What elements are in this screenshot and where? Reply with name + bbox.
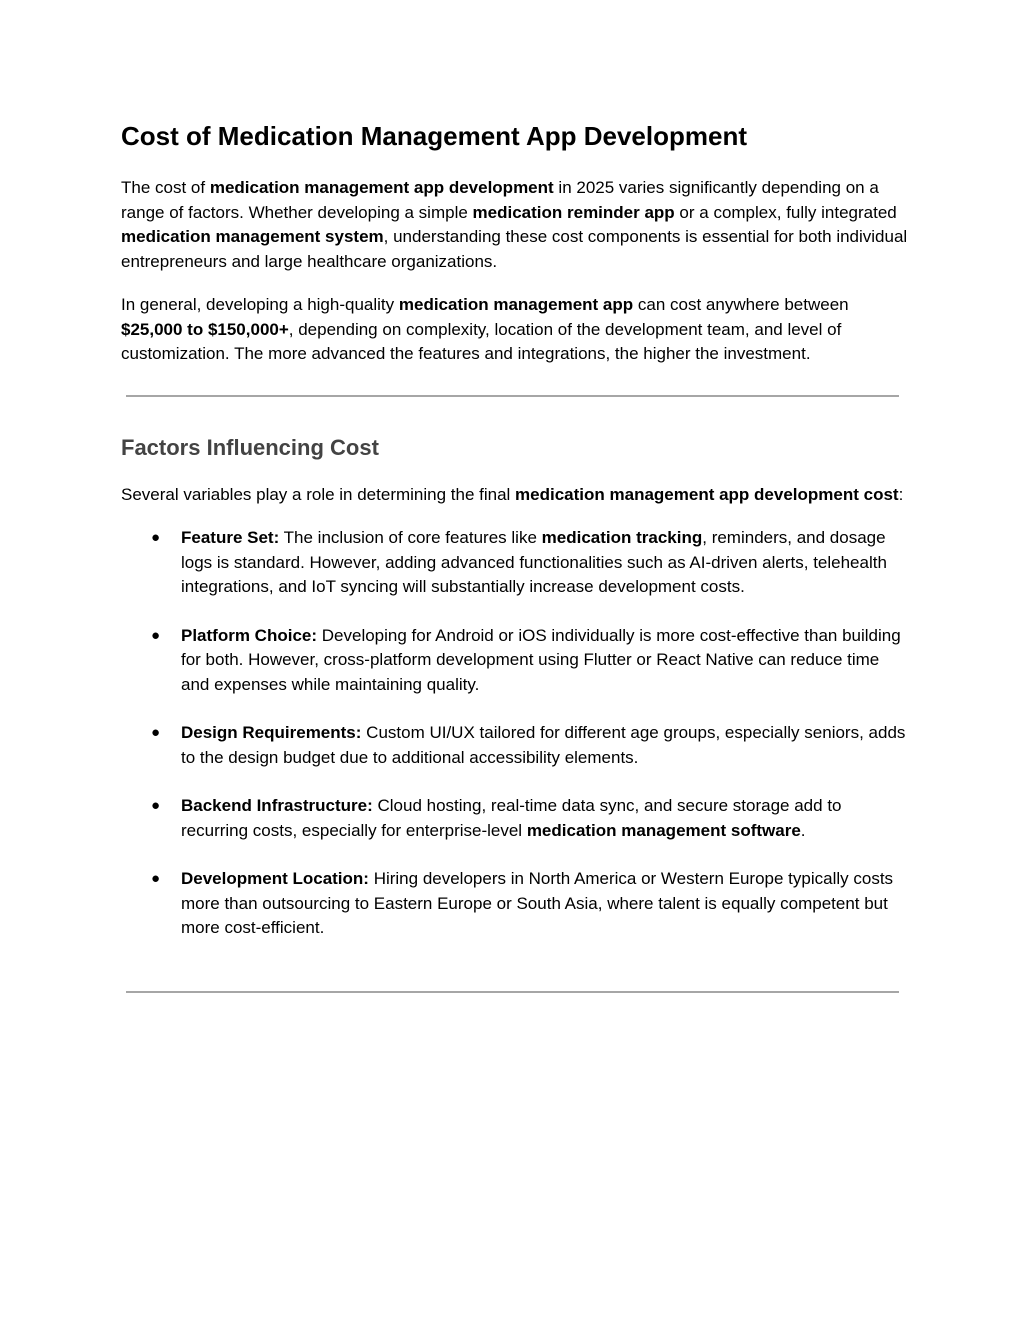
list-item-design-requirements <box>121 721 911 770</box>
text-run: Hiring developers in North America or Western Europe typically costs more than outsourcing to Eastern Europe or South Asia, where talent is equally competent but more cost-efficient. <box>181 869 894 937</box>
bold-run: medication management system <box>121 227 384 246</box>
section-heading: Factors Influencing Cost <box>121 434 379 460</box>
document-page <box>121 118 911 993</box>
text-run: . <box>800 820 806 840</box>
cost-range-paragraph <box>121 293 911 367</box>
bold-run: medication management app development <box>209 178 554 197</box>
list-item-label: Feature Set: <box>181 528 280 547</box>
section-intro-paragraph <box>121 483 911 508</box>
bullet-icon: ● <box>151 870 161 887</box>
text-run: Several variables play a role in determining the final <box>121 484 516 504</box>
text-run: or a complex, fully integrated <box>674 202 897 222</box>
text-run: , understanding these cost components is essential for both individual entrepreneurs and large healthcare organizations. <box>121 227 908 271</box>
bold-run: medication management app <box>398 295 634 314</box>
text-run: , depending on complexity, location of the development team, and level of customization. The more advanced the features and integrations, the higher the investment. <box>121 319 842 363</box>
text-run: : <box>898 484 904 504</box>
list-item-label: Design Requirements: <box>181 723 362 742</box>
page-title: Cost of Medication Management App Development <box>121 121 747 151</box>
text-run: Developing for Android or iOS individually is more cost-effective than building for both. However, cross-platform development using Flutter or React Native can reduce time and expenses while maintaining quality. <box>181 625 901 694</box>
text-run: can cost anywhere between <box>633 295 849 314</box>
text-run: The inclusion of core features like <box>279 528 542 547</box>
bullet-icon: ● <box>151 529 161 546</box>
text-run: in 2025 varies significantly depending on a range of factors. Whether developing a simple <box>121 178 879 222</box>
text-run: The cost of <box>121 178 210 197</box>
factors-list <box>121 526 911 941</box>
bullet-icon: ● <box>151 724 161 741</box>
bold-run: medication management app development cost <box>515 484 899 504</box>
text-run: Cloud hosting, real-time data sync, and secure storage add to recurring costs, especially for enterprise-level <box>181 796 842 840</box>
list-item-feature-set <box>121 526 911 600</box>
list-item-label: Platform Choice: <box>181 625 318 645</box>
list-item-platform-choice <box>121 624 911 698</box>
text-run: In general, developing a high-quality <box>121 295 399 314</box>
section-divider <box>126 395 899 397</box>
list-item-label: Backend Infrastructure: <box>181 796 373 815</box>
bold-run: medication management software <box>526 820 801 840</box>
list-item-development-location <box>121 867 911 941</box>
bullet-icon: ● <box>151 626 161 644</box>
section-divider <box>126 991 899 993</box>
bold-run: medication tracking <box>541 528 703 547</box>
bullet-icon: ● <box>151 797 161 814</box>
list-item-label: Development Location: <box>181 869 369 888</box>
text-run: , reminders, and dosage logs is standard. However, adding advanced functionalities such as AI-driven alerts, telehealth integrations, and IoT syncing will substantially increase development costs. <box>181 528 887 596</box>
cost-range-value: $25,000 to $150,000+ <box>121 319 289 339</box>
bold-run: medication reminder app <box>472 202 675 222</box>
list-item-backend-infrastructure <box>121 794 911 843</box>
text-run: Custom UI/UX tailored for different age groups, especially seniors, adds to the design budget due to additional accessibility elements. <box>181 723 906 767</box>
intro-paragraph-cost <box>121 176 911 274</box>
